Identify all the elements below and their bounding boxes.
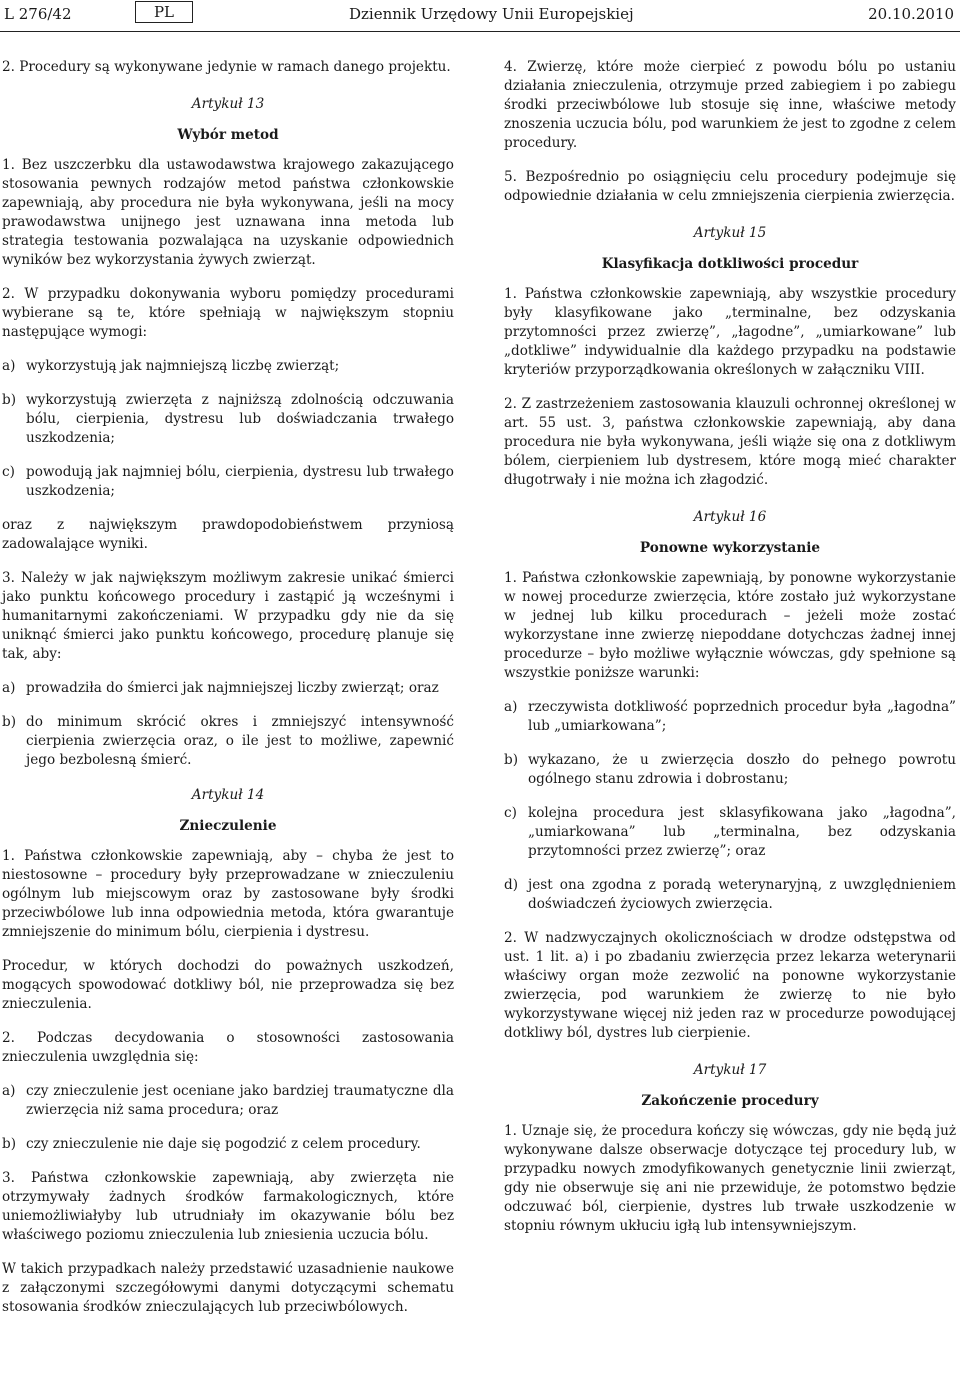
- paragraph: 3. Państwa członkowskie zapewniają, aby zwierzęta nie otrzymywały żadnych środków farmakologicznych, które uniemożliwiałyby lub utrudniały im okazywanie bólu bez właściwego poziomu znieczulenia lub zniesienia uczucia bólu.: [2, 1170, 454, 1243]
- article-title: Klasyfikacja dotkliwości procedur: [601, 256, 859, 272]
- list-label: c): [2, 464, 15, 480]
- list-label: b): [2, 714, 17, 730]
- paragraph: 2. W przypadku dokonywania wyboru pomiędzy procedurami wybierane są te, które spełniają w największym stopniu następujące wymogi:: [2, 286, 454, 340]
- article-title: Ponowne wykorzystanie: [639, 540, 821, 556]
- list-text: prowadziła do śmierci jak najmniejszej liczby zwierząt; oraz: [26, 680, 439, 696]
- journal-title: Dziennik Urzędowy Unii Europejskiej: [349, 5, 634, 23]
- article-title: Wybór metod: [177, 127, 279, 143]
- header-rule: [0, 31, 960, 32]
- paragraph: 2. Podczas decydowania o stosowności zastosowania znieczulenia uwzględnia się:: [2, 1030, 454, 1065]
- right-column: [504, 58, 956, 1236]
- article-heading: Artykuł 17: [693, 1062, 767, 1078]
- list-item: [2, 679, 454, 698]
- page-number: L 276/42: [4, 5, 72, 23]
- list-text: czy znieczulenie nie daje się pogodzić z celem procedury.: [26, 1136, 421, 1152]
- publication-date: 20.10.2010: [868, 5, 954, 23]
- list-text: wykazano, że u zwierzęcia doszło do pełnego powrotu ogólnego stanu zdrowia i dobrostanu;: [528, 752, 956, 787]
- paragraph: 1. Państwa członkowskie zapewniają, by ponowne wykorzystanie w nowej procedurze zwierzęcia, które zostało już wykorzystane w jednej lub kilku procedurach – jeżeli może zostać wykorzystane inne zwierzę niepoddane dotychczas żadnej innej procedurze – było możliwe wyłącznie wówczas, gdy spełnione są wszystkie poniższe warunki:: [504, 570, 956, 681]
- paragraph: 2. Z zastrzeżeniem zastosowania klauzuli ochronnej określonej w art. 55 ust. 3, państwa członkowskie zapewniają, aby dana procedura nie była wykonywana, jeśli wiąże się ona z dotkliwym bólem, cierpieniem lub dystresem, które mogą mieć charakter długotrwały i nie można ich złagodzić.: [504, 396, 956, 488]
- list-text: do minimum skrócić okres i zmniejszyć intensywność cierpienia zwierzęcia oraz, o ile jest to możliwe, zapewnić jego bezbolesną śmierć.: [26, 714, 454, 768]
- paragraph: 2. Procedury są wykonywane jedynie w ramach danego projektu.: [2, 59, 451, 75]
- list-text: rzeczywista dotkliwość poprzednich procedur była „łagodna” lub „umiarkowana”;: [528, 699, 956, 734]
- article-heading: Artykuł 16: [693, 509, 767, 525]
- list-text: powodują jak najmniej bólu, cierpienia, dystresu lub trwałego uszkodzenia;: [26, 464, 454, 499]
- page-header: [0, 0, 960, 28]
- list-label: b): [2, 392, 17, 408]
- article-title: Zakończenie procedury: [641, 1093, 819, 1109]
- list-item: [504, 804, 956, 861]
- paragraph: 1. Państwa członkowskie zapewniają, aby wszystkie procedury były klasyfikowane jako „terminalne, bez odzyskania przytomności przez zwierzę”, „łagodne”, „umiarkowane” lub „dotkliwe” indywidualnie dla każdego przypadku na podstawie kryteriów przyporządkowania określonych w załączniku VIII.: [504, 286, 956, 378]
- list-text: wykorzystują zwierzęta z najniższą zdolnością odczuwania bólu, cierpienia, dystresu lub doświadczania trwałego uszkodzenia;: [26, 392, 454, 446]
- list-label: a): [504, 699, 518, 715]
- paragraph: 2. W nadzwyczajnych okolicznościach w drodze odstępstwa od ust. 1 lit. a) i po zbadaniu zwierzęcia przez lekarza weterynarii właściwy organ może zezwolić na ponowne wykorzystanie zwierzęcia, pod warunkiem że zwierzę to nie było wykorzystywane więcej niż jeden raz w procedurze powodującej dotkliwy ból, dystres lub cierpienie.: [504, 930, 956, 1041]
- article-heading: Artykuł 15: [693, 225, 767, 241]
- paragraph: 5. Bezpośrednio po osiągnięciu celu procedury podejmuje się odpowiednie działania w celu zmniejszenia cierpienia zwierzęcia.: [504, 169, 956, 204]
- list-label: a): [2, 1083, 16, 1099]
- paragraph: 3. Należy w jak największym możliwym zakresie unikać śmierci jako punktu końcowego procedury i zastąpić ją wcześnymi i humanitarnymi zakończeniami. W przypadku gdy nie da się uniknąć śmierci jako punktu końcowego, procedurę planuje się tak, aby:: [2, 570, 454, 662]
- paragraph: oraz z największym prawdopodobieństwem przyniosą zadowalające wyniki.: [2, 517, 454, 552]
- list-text: jest ona zgodna z poradą weterynaryjną, z uwzględnieniem doświadczeń życiowych zwierzęcia.: [528, 877, 956, 912]
- article-title: Znieczulenie: [179, 818, 277, 834]
- list-label: b): [504, 752, 519, 768]
- list-item: [504, 876, 956, 914]
- list-label: d): [504, 877, 519, 893]
- list-item: [504, 751, 956, 789]
- paragraph: 1. Państwa członkowskie zapewniają, aby – chyba że jest to niestosowne – procedury były przeprowadzane w znieczuleniu ogólnym lub miejscowym oraz by zastosowane były środki przeciwbólowe lub inna odpowiednia metoda, która gwarantuje zmniejszenie do minimum bólu, cierpienia i dystresu.: [2, 848, 454, 940]
- list-item: [2, 1135, 454, 1154]
- list-item: [2, 713, 454, 770]
- list-item: [2, 357, 454, 376]
- paragraph: W takich przypadkach należy przedstawić uzasadnienie naukowe z załączonymi szczegółowymi danymi dotyczącymi schematu stosowania środków znieczulających lub przeciwbólowych.: [2, 1261, 454, 1315]
- left-column: [2, 58, 454, 1317]
- list-item: [2, 391, 454, 448]
- article-heading: Artykuł 14: [191, 787, 265, 803]
- list-item: [2, 463, 454, 501]
- paragraph: 1. Uznaje się, że procedura kończy się wówczas, gdy nie będą już wykonywane dalsze obserwacje dotyczące tej procedury lub, w przypadku nowych zmodyfikowanych genetycznie linii zwierząt, gdy nie obserwuje się ani nie przewiduje, że potomstwo będzie odczuwać ból, cierpienie, dystres lub trwałe uszkodzenie w stopniu równym ukłuciu igłą lub intensywniejszym.: [504, 1123, 956, 1234]
- list-text: wykorzystują jak najmniejszą liczbę zwierząt;: [26, 358, 340, 374]
- list-label: b): [2, 1136, 17, 1152]
- paragraph: 1. Bez uszczerbku dla ustawodawstwa krajowego zakazującego stosowania pewnych rodzajów metod państwa członkowskie zapewniają, aby procedura nie była wykonywana, jeśli na mocy prawodawstwa unijnego jest uznawana inna metoda lub strategia testowania pozwalająca na uzyskanie odpowiednich wyników bez wykorzystania żywych zwierząt.: [2, 157, 454, 268]
- list-item: [2, 1082, 454, 1120]
- list-label: a): [2, 358, 16, 374]
- paragraph: Procedur, w których dochodzi do poważnych uszkodzeń, mogących spowodować dotkliwy ból, nie przeprowadza się bez znieczulenia.: [2, 958, 454, 1012]
- list-text: kolejna procedura jest sklasyfikowana jako „łagodna”, „umiarkowana” lub „terminalna, bez odzyskania przytomności przez zwierzę”; oraz: [528, 805, 956, 859]
- language-box: PL: [135, 1, 193, 23]
- list-text: czy znieczulenie jest oceniane jako bardziej traumatyczne dla zwierzęcia niż sama procedura; oraz: [26, 1083, 454, 1118]
- list-label: a): [2, 680, 16, 696]
- paragraph: 4. Zwierzę, które może cierpieć z powodu bólu po ustaniu działania znieczulenia, otrzymuje przed zabiegiem i po zabiegu środki przeciwbólowe lub stosuje się inne, właściwe metody znoszenia uczucia bólu, pod warunkiem że jest to zgodne z celem procedury.: [504, 59, 956, 151]
- article-heading: Artykuł 13: [191, 96, 265, 112]
- list-item: [504, 698, 956, 736]
- list-label: c): [504, 805, 517, 821]
